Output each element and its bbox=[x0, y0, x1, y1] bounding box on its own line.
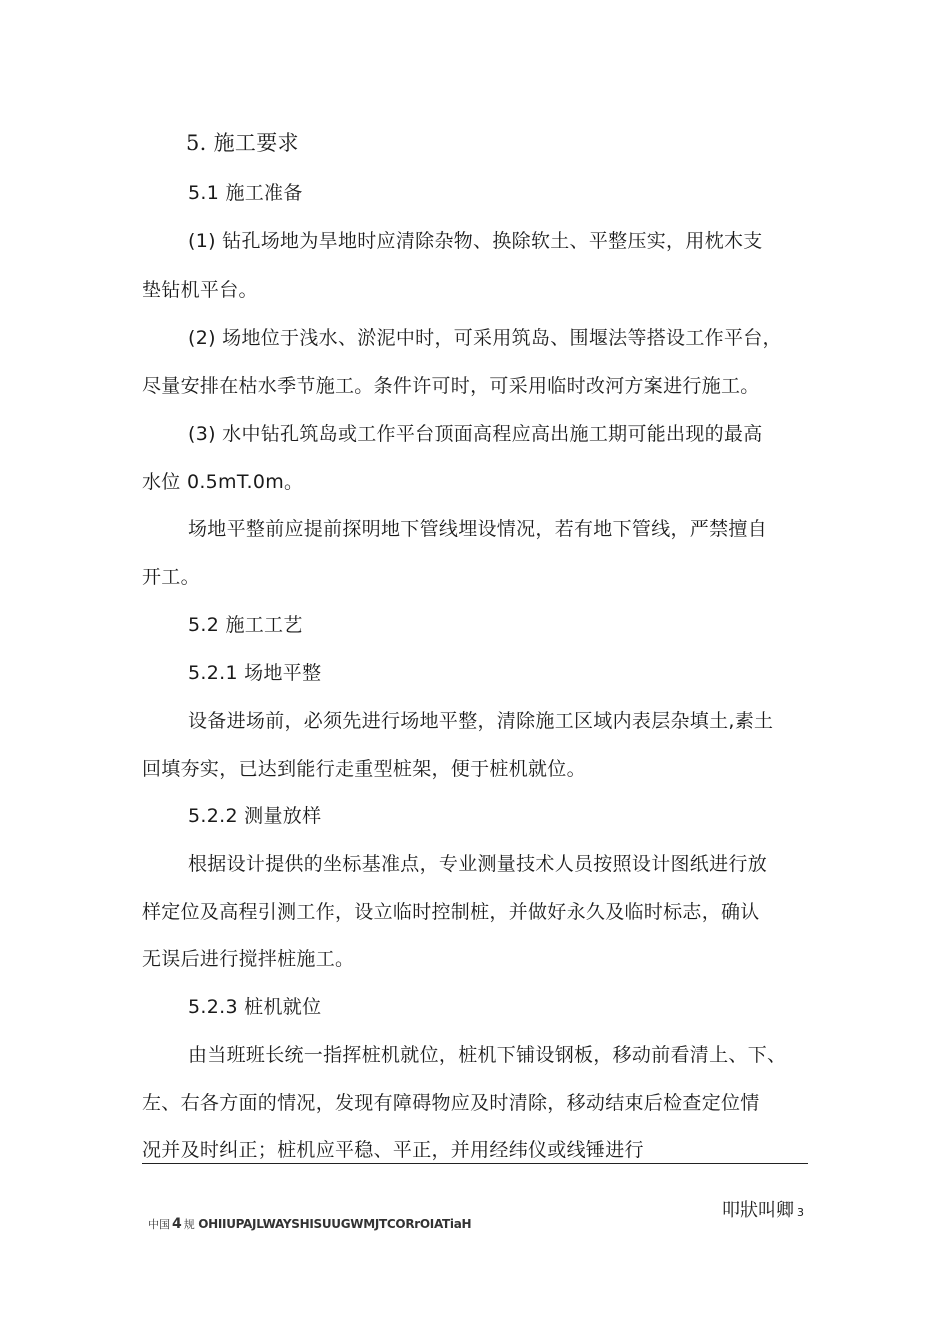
paragraph-line: 水位 0.5mT.0m。 bbox=[142, 471, 304, 493]
footer-divider bbox=[142, 1163, 808, 1164]
subsection-heading: 5.2.1 场地平整 bbox=[188, 662, 322, 684]
footer-left-num: 4 bbox=[172, 1216, 182, 1232]
paragraph-line: 回填夯实，已达到能行走重型桩架，便于桩机就位。 bbox=[142, 758, 586, 780]
subsection-heading: 5.2.3 桩机就位 bbox=[188, 996, 322, 1018]
paragraph-line: 样定位及高程引测工作，设立临时控制桩，并做好永久及临时标志，确认 bbox=[142, 901, 760, 923]
subsection-heading: 5.1 施工准备 bbox=[188, 182, 303, 204]
paragraph-line: 垫钻机平台。 bbox=[142, 279, 258, 301]
paragraph-line: (2) 场地位于浅水、淤泥中时，可采用筑岛、围堰法等搭设工作平台， bbox=[188, 327, 782, 349]
page-number: 3 bbox=[797, 1206, 804, 1219]
paragraph-line: (1) 钻孔场地为旱地时应清除杂物、换除软土、平整压实，用枕木支 bbox=[188, 230, 763, 252]
subsection-heading: 5.2 施工工艺 bbox=[188, 614, 303, 636]
section-title: 5. 施工要求 bbox=[186, 131, 299, 155]
paragraph-line: 况并及时纠正；桩机应平稳、平正，并用经纬仪或线锤进行 bbox=[142, 1139, 644, 1161]
footer-left-text bbox=[148, 1216, 471, 1232]
subsection-heading: 5.2.2 测量放样 bbox=[188, 805, 322, 827]
footer-page-label bbox=[722, 1196, 804, 1222]
paragraph-line: 场地平整前应提前探明地下管线埋设情况，若有地下管线，严禁擅自 bbox=[188, 518, 768, 540]
paragraph-line: 左、右各方面的情况，发现有障碍物应及时清除，移动结束后检查定位情 bbox=[142, 1092, 760, 1114]
paragraph-line: 无误后进行搅拌桩施工。 bbox=[142, 948, 355, 970]
footer-left-char: 规 bbox=[183, 1218, 195, 1231]
paragraph-line: 设备进场前，必须先进行场地平整，清除施工区域内表层杂填土,素土 bbox=[188, 710, 774, 732]
footer-left-prefix: 中国 bbox=[148, 1218, 170, 1231]
paragraph-line: 由当班班长统一指挥桩机就位，桩机下铺设钢板，移动前看清上、下、 bbox=[188, 1044, 787, 1066]
footer-left-code: OHIIUPAJLWAYSHISUUGWMJTCORrOIATiaH bbox=[198, 1217, 472, 1231]
paragraph-line: 根据设计提供的坐标基准点，专业测量技术人员按照设计图纸进行放 bbox=[188, 853, 768, 875]
paragraph-line: 开工。 bbox=[142, 566, 200, 588]
footer-right-text: 叩狀叫卿 bbox=[722, 1200, 794, 1221]
paragraph-line: (3) 水中钻孔筑岛或工作平台顶面高程应高出施工期可能出现的最高 bbox=[188, 423, 763, 445]
paragraph-line: 尽量安排在枯水季节施工。条件许可时，可采用临时改河方案进行施工。 bbox=[142, 375, 760, 397]
